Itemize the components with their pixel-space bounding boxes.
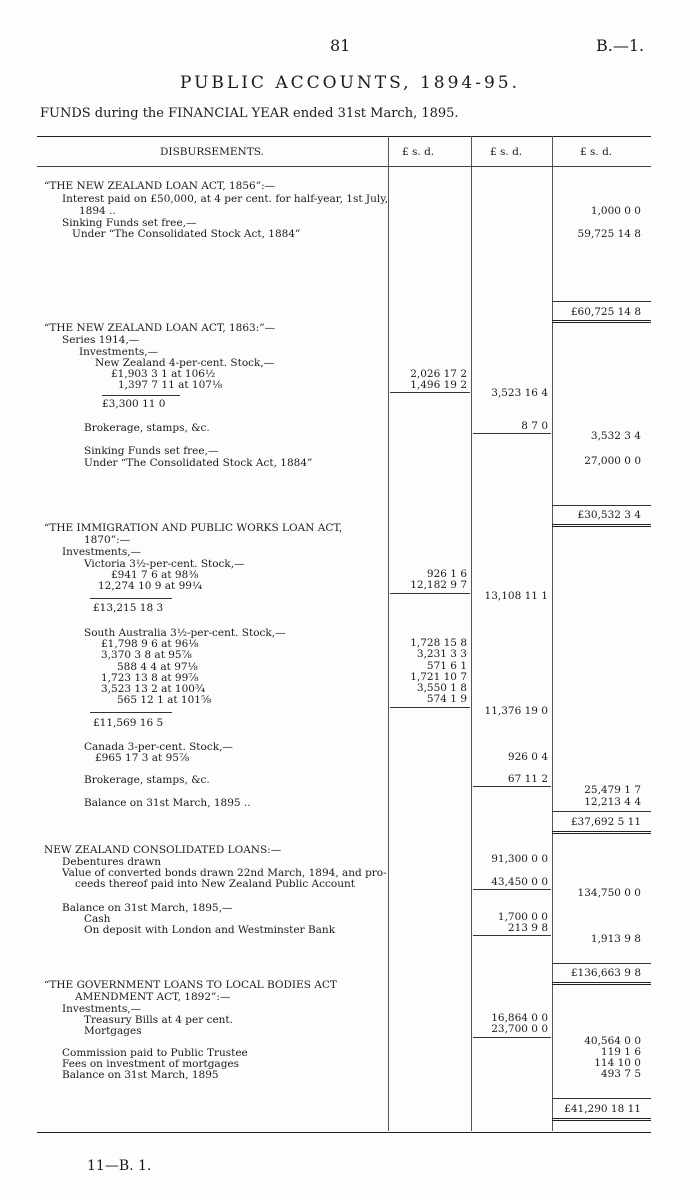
subtotal-rule — [390, 392, 470, 393]
amount: 213 9 8 — [507, 922, 548, 934]
total-double-rule — [552, 831, 651, 834]
amount: 1,000 0 0 — [590, 205, 641, 217]
total-double-rule — [552, 320, 651, 323]
amount: 91,300 0 0 — [491, 853, 548, 865]
total-rule — [552, 811, 651, 812]
column-header-1: £ s. d. — [402, 146, 435, 158]
subtotal-rule — [473, 433, 551, 434]
section-heading: “THE NEW ZEALAND LOAN ACT, 1863:”— — [44, 322, 276, 334]
amount: 1,721 10 7 — [410, 671, 467, 683]
section-total: £30,532 3 4 — [577, 509, 641, 521]
total-rule — [552, 963, 651, 964]
face-value-total: £11,569 16 5 — [93, 717, 164, 729]
column-header-2: £ s. d. — [490, 146, 523, 158]
subtotal-rule — [473, 786, 551, 787]
line-text: Under “The Consolidated Stock Act, 1884” — [72, 228, 301, 240]
amount: 40,564 0 0 — [584, 1035, 641, 1047]
line-text: Investments,— — [79, 346, 159, 358]
line-text: Sinking Funds set free,— — [62, 217, 197, 229]
line-text: Sinking Funds set free,— — [84, 445, 219, 457]
line-text: Fees on investment of mortgages — [62, 1058, 240, 1070]
line-text: Debentures drawn — [62, 856, 162, 868]
amount: 493 7 5 — [600, 1068, 641, 1080]
subtotal-rule — [390, 707, 470, 708]
amount: 59,725 14 8 — [577, 228, 641, 240]
page-subtitle: FUNDS during the FINANCIAL YEAR ended 31st March, 1895. — [40, 106, 459, 121]
line-text: 565 12 1 at 101⅝ — [117, 694, 212, 706]
line-text: Interest paid on £50,000, at 4 per cent. for half-year, 1st July, — [62, 193, 389, 205]
line-text: 12,274 10 9 at 99¼ — [98, 580, 203, 592]
section-total: £136,663 9 8 — [570, 967, 641, 979]
section-heading: “THE IMMIGRATION AND PUBLIC WORKS LOAN ACT, — [44, 522, 343, 534]
amount: 114 10 0 — [594, 1057, 641, 1069]
amount: 3,523 16 4 — [491, 387, 548, 399]
line-text: 3,523 13 2 at 100¾ — [101, 683, 206, 695]
total-rule — [552, 301, 651, 302]
line-text: Investments,— — [62, 546, 142, 558]
amount: 119 1 6 — [600, 1046, 641, 1058]
section-heading: AMENDMENT ACT, 1892”:— — [75, 991, 231, 1003]
line-text: 1,397 7 11 at 107⅛ — [118, 379, 223, 391]
amount: 8 7 0 — [521, 420, 548, 432]
section-heading: 1870”:— — [84, 534, 131, 546]
total-double-rule — [552, 982, 651, 985]
amount: 2,026 17 2 — [410, 368, 467, 380]
subtotal-rule — [473, 935, 551, 936]
line-text: £965 17 3 at 95⅞ — [95, 752, 190, 764]
line-text: Under “The Consolidated Stock Act, 1884” — [84, 457, 313, 469]
line-text: Balance on 31st March, 1895,— — [62, 902, 233, 914]
line-text: Canada 3-per-cent. Stock,— — [84, 741, 233, 753]
page-title: PUBLIC ACCOUNTS, 1894-95. — [179, 73, 521, 93]
amount: 11,376 19 0 — [484, 705, 548, 717]
amount: 16,864 0 0 — [491, 1012, 548, 1024]
amount: 67 11 2 — [507, 773, 548, 785]
line-text: On deposit with London and Westminster Bank — [84, 924, 336, 936]
column-divider — [471, 136, 472, 1131]
face-value-total: £13,215 18 3 — [93, 602, 164, 614]
line-text: Balance on 31st March, 1895 .. — [84, 797, 251, 809]
line-text: Brokerage, stamps, &c. — [84, 422, 210, 434]
column-header-description: DISBURSEMENTS. — [160, 146, 264, 158]
subtotal-rule — [473, 1037, 551, 1038]
line-text: Commission paid to Public Trustee — [62, 1047, 248, 1059]
line-text: 3,370 3 8 at 95⅞ — [101, 649, 192, 661]
amount: 574 1 9 — [426, 693, 467, 705]
line-text: Value of converted bonds drawn 22nd March, 1894, and pro- — [62, 867, 387, 879]
section-total: £37,692 5 11 — [570, 816, 641, 828]
line-text: Treasury Bills at 4 per cent. — [84, 1014, 233, 1026]
face-rule — [90, 598, 172, 599]
section-heading: NEW ZEALAND CONSOLIDATED LOANS:— — [44, 844, 282, 856]
amount: 3,532 3 4 — [590, 430, 641, 442]
column-header-3: £ s. d. — [580, 146, 613, 158]
line-text: Cash — [84, 913, 111, 925]
face-value-total: £3,300 11 0 — [102, 398, 166, 410]
total-double-rule — [552, 1118, 651, 1121]
page-number: 81 — [330, 36, 351, 55]
amount: 23,700 0 0 — [491, 1023, 548, 1035]
total-rule — [552, 505, 651, 506]
amount: 13,108 11 1 — [484, 590, 548, 602]
section-heading: “THE GOVERNMENT LOANS TO LOCAL BODIES ACT — [44, 979, 337, 991]
total-double-rule — [552, 524, 651, 527]
section-total: £41,290 18 11 — [564, 1103, 641, 1115]
column-divider — [388, 136, 389, 1131]
amount: 43,450 0 0 — [491, 876, 548, 888]
section-heading: “THE NEW ZEALAND LOAN ACT, 1856”:— — [44, 180, 276, 192]
subtotal-rule — [473, 889, 551, 890]
amount: 926 1 6 — [426, 568, 467, 580]
face-rule — [102, 395, 180, 396]
amount: 134,750 0 0 — [577, 887, 641, 899]
amount: 1,700 0 0 — [497, 911, 548, 923]
amount: 1,728 15 8 — [410, 637, 467, 649]
line-text: New Zealand 4-per-cent. Stock,— — [95, 357, 275, 369]
face-rule — [90, 712, 172, 713]
line-text: 588 4 4 at 97⅛ — [117, 661, 198, 673]
total-rule — [552, 1098, 651, 1099]
amount: 1,496 19 2 — [410, 379, 467, 391]
line-text: 1,723 13 8 at 99⅞ — [101, 672, 199, 684]
amount: 27,000 0 0 — [584, 455, 641, 467]
line-text: South Australia 3½-per-cent. Stock,— — [84, 627, 286, 639]
header-rule — [37, 166, 651, 167]
line-text: Balance on 31st March, 1895 — [62, 1069, 219, 1081]
line-text: Victoria 3½-per-cent. Stock,— — [84, 558, 245, 570]
line-text: Series 1914,— — [62, 334, 140, 346]
amount: 12,213 4 4 — [584, 796, 641, 808]
line-text: £1,903 3 1 at 106½ — [111, 368, 216, 380]
line-text: £1,798 9 6 at 96⅛ — [101, 638, 199, 650]
amount: 25,479 1 7 — [584, 784, 641, 796]
amount: 571 6 1 — [426, 660, 467, 672]
line-text: £941 7 6 at 98⅜ — [111, 569, 199, 581]
line-text: ceeds thereof paid into New Zealand Public Account — [75, 878, 355, 890]
line-text: 1894 .. — [79, 205, 116, 217]
amount: 12,182 9 7 — [410, 579, 467, 591]
document-reference: B.—1. — [596, 36, 645, 55]
amount: 3,231 3 3 — [416, 648, 467, 660]
page-footer: 11—B. 1. — [87, 1158, 152, 1174]
section-total: £60,725 14 8 — [570, 306, 641, 318]
line-text: Investments,— — [62, 1003, 142, 1015]
line-text: Mortgages — [84, 1025, 142, 1037]
subtotal-rule — [390, 593, 470, 594]
line-text: Brokerage, stamps, &c. — [84, 774, 210, 786]
amount: 1,913 9 8 — [590, 933, 641, 945]
amount: 926 0 4 — [507, 751, 548, 763]
amount: 3,550 1 8 — [416, 682, 467, 694]
